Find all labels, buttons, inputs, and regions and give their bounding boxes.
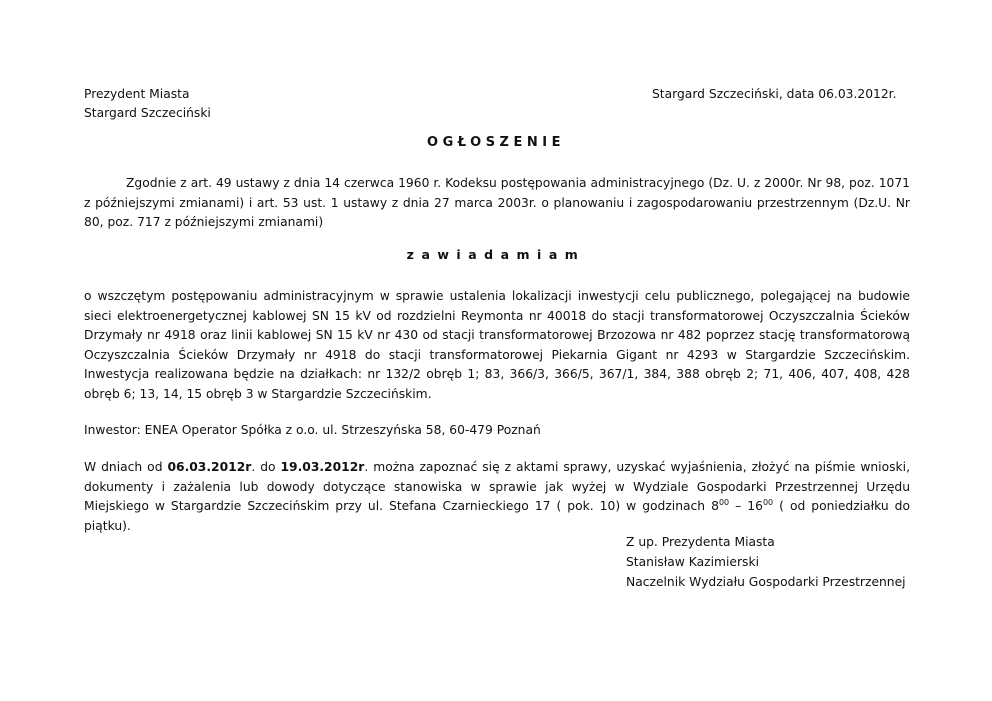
investor-paragraph [84, 421, 910, 441]
place-date: Stargard Szczeciński, data 06.03.2012r. [652, 87, 897, 101]
proceeding-line-4: Oczyszczalnia Ścieków Drzymały nr 4918 do stacji transformatorowej Piekarnia Gigant nr 4293 w Stargardzie Szczecińskim. [84, 347, 910, 362]
hour-to-sup: 00 [762, 498, 774, 507]
legal-basis-line-1: Zgodnie z art. 49 ustawy z dnia 14 czerwca 1960 r. Kodeksu postępowania administracyjnego (Dz. U. z 2000r. Nr 98, poz. 1071 [126, 176, 910, 190]
proceeding-line-2: sieci elektroenergetycznej kablowej SN 15 kV od rozdzielni Reymonta nr 40018 do stacji transformatorowej Oczyszczalnia Ścieków [84, 308, 910, 323]
proceeding-paragraph [84, 287, 910, 404]
hour-from-sup: 00 [718, 498, 730, 507]
signature-position: Naczelnik Wydziału Gospodarki Przestrzennej [626, 575, 906, 589]
document-title: OGŁOSZENIE [427, 135, 565, 150]
deadline-line-3-pre: Miejskiego w Stargardzie Szczecińskim przy ul. Stefana Czarnieckiego 17 ( pok. 10) w godzinach 8 [84, 499, 719, 513]
deadline-line-4: piątku). [84, 518, 131, 533]
proceeding-line-3: Drzymały nr 4918 oraz linii kablowej SN 15 kV nr 430 od stacji transformatorowej Brzozowa nr 482 poprzez stację transformatorową [84, 328, 910, 342]
authority-line-2: Stargard Szczeciński [84, 106, 211, 120]
date-to: 19.03.2012r [280, 460, 365, 474]
signature-name: Stanisław Kazimierski [626, 555, 759, 569]
proceeding-line-5: Inwestycja realizowana będzie na działkach: nr 132/2 obręb 1; 83, 366/3, 366/5, 367/1, 384, 388 obręb 2; 71, 406, 407, 408, 428 [84, 367, 910, 381]
hour-dash: – 16 [729, 499, 763, 513]
deadline-mid: . do [251, 460, 281, 474]
signature-line-1: Z up. Prezydenta Miasta [626, 535, 775, 549]
legal-basis-line-2: z późniejszymi zmianami) i art. 53 ust. 1 ustawy z dnia 27 marca 2003r. o planowaniu i zagospodarowaniu przestrzennym (Dz.U. Nr [84, 195, 910, 210]
date-from: 06.03.2012r [167, 460, 252, 474]
deadline-paragraph [84, 458, 910, 536]
proceeding-line-1: o wszczętym postępowaniu administracyjnym w sprawie ustalenia lokalizacji inwestycji celu publicznego, polegającej na budowie [84, 289, 910, 303]
deadline-line-3 [84, 497, 910, 517]
legal-basis-paragraph [84, 174, 910, 233]
deadline-pre: W dniach od [84, 460, 168, 474]
deadline-line-1 [84, 458, 910, 478]
deadline-post: . można zapoznać się z aktami sprawy, uzyskać wyjaśnienia, złożyć na piśmie wnioski, [364, 460, 910, 474]
proceeding-line-6: obręb 6; 13, 14, 15 obręb 3 w Stargardzie Szczecińskim. [84, 386, 432, 401]
legal-basis-line-3: 80, poz. 717 z późniejszymi zmianami) [84, 215, 324, 229]
deadline-line-2: dokumenty i zażalenia lub dowody dotyczące stanowiska w sprawie jak wyżej w Wydziale Gospodarki Przestrzennej Urzędu [84, 479, 910, 494]
deadline-line-3-post: ( od poniedziałku do [773, 499, 910, 513]
investor-line: Inwestor: ENEA Operator Spółka z o.o. ul. Strzeszyńska 58, 60-479 Poznań [84, 423, 541, 437]
authority-line-1: Prezydent Miasta [84, 87, 190, 101]
notice-heading: zawiadamiam [406, 247, 586, 262]
